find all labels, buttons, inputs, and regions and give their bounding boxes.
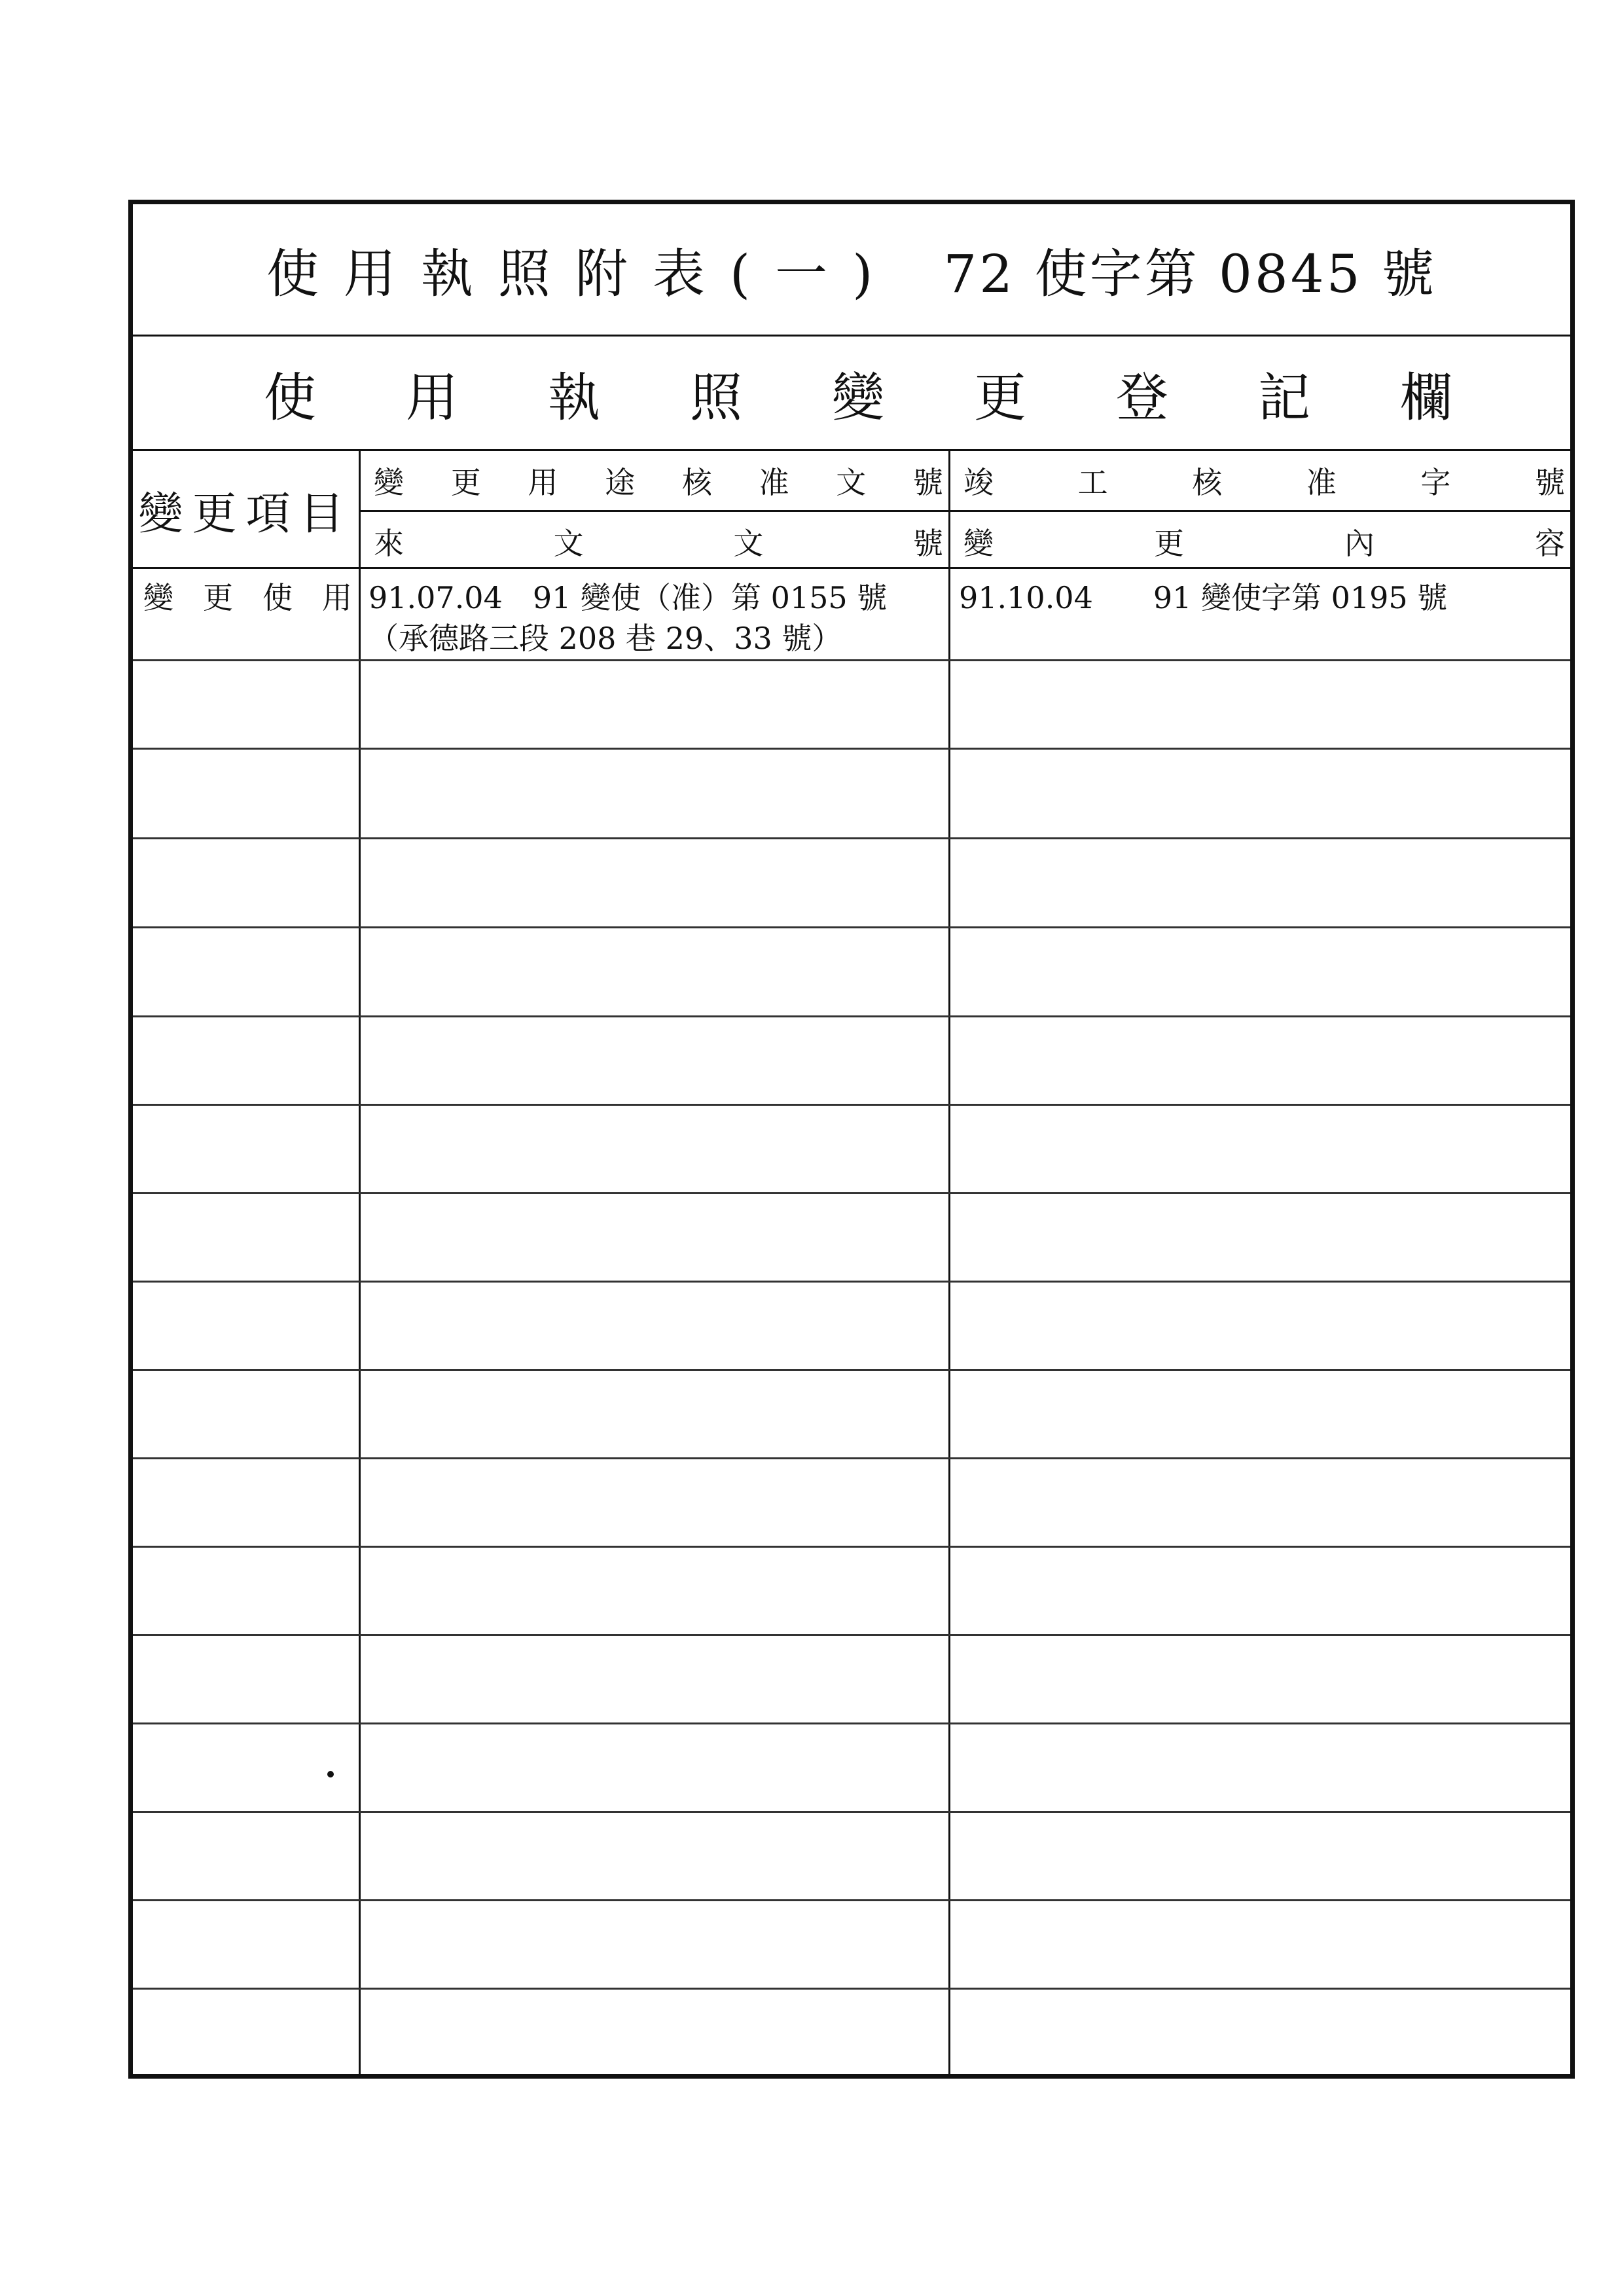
row-line xyxy=(133,1634,1570,1636)
form-title-label: 使用執照附表(一) xyxy=(266,244,898,304)
row-line xyxy=(133,1015,1570,1017)
row-1-completion-doc: 91.10.04 91 變使字第 0195 號 xyxy=(959,580,1448,615)
form-title xyxy=(133,204,1570,337)
row-1-address: （承德路三段 208 巷 29、33 號） xyxy=(369,621,842,656)
column-divider-1 xyxy=(359,451,361,2074)
usage-permit-change-form xyxy=(128,200,1575,2079)
row-line xyxy=(133,1988,1570,1990)
header-divider xyxy=(359,510,1570,512)
row-1-change-item: 變 更 使 用 xyxy=(143,580,352,615)
row-line xyxy=(133,659,1570,661)
row-line xyxy=(133,1899,1570,1901)
header-change-content: 變 更 內 容 xyxy=(963,526,1565,561)
header-approval-doc: 變 更 用 途 核 准 文 號 xyxy=(374,465,943,500)
scan-speck xyxy=(327,1771,334,1777)
row-line xyxy=(133,1546,1570,1548)
row-line xyxy=(133,748,1570,750)
row-line xyxy=(133,1457,1570,1459)
row-line xyxy=(133,1369,1570,1371)
section-title: 使 用 執 照 變 更 登 記 欄 xyxy=(133,337,1570,451)
row-1-approval-doc: 91.07.04 91 變使（准）第 0155 號 xyxy=(369,580,888,615)
row-line xyxy=(133,1192,1570,1194)
row-line xyxy=(133,926,1570,928)
permit-number: 72 使字第 0845 號 xyxy=(943,244,1437,304)
row-line xyxy=(133,1281,1570,1283)
header-completion-doc: 竣 工 核 准 字 號 xyxy=(963,465,1565,500)
header-change-item: 變更項目 xyxy=(138,488,353,540)
row-line xyxy=(133,1104,1570,1106)
header-incoming-doc: 來 文 文 號 xyxy=(374,526,943,561)
row-line xyxy=(133,837,1570,839)
row-line xyxy=(133,1722,1570,1724)
column-divider-2 xyxy=(948,451,950,2074)
table-header xyxy=(133,451,1570,569)
row-line xyxy=(133,1811,1570,1813)
